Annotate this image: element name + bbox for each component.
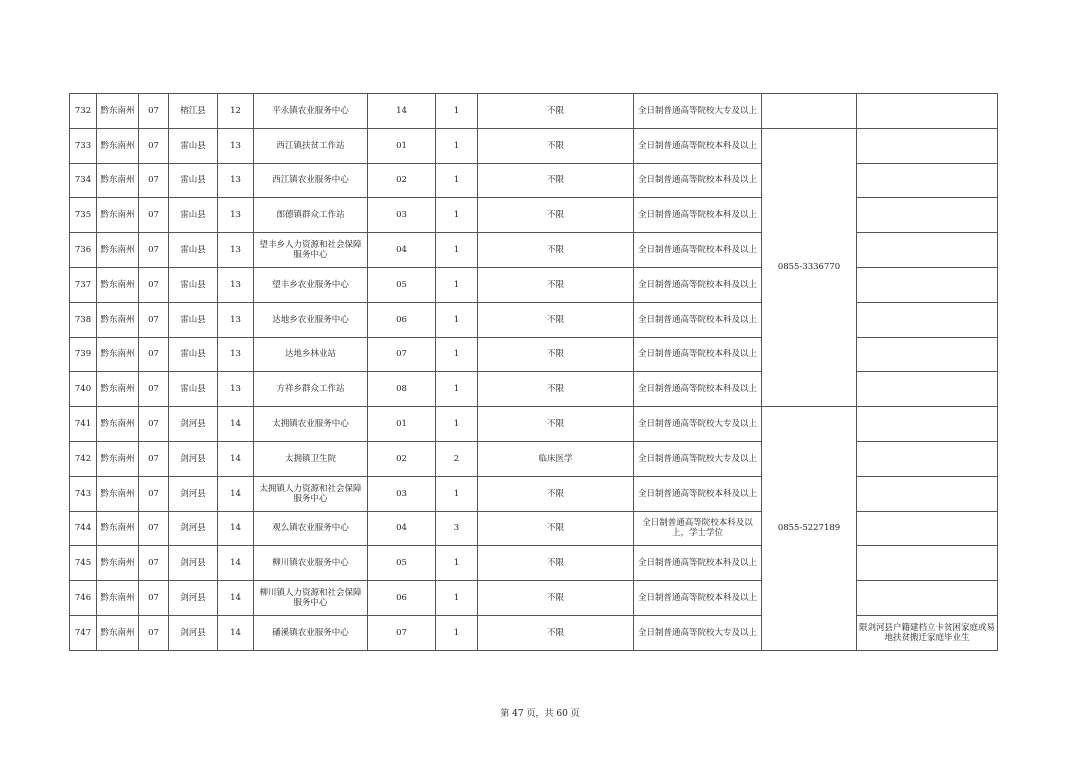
count-cell: 1 <box>436 302 478 337</box>
region-code-cell: 07 <box>139 337 169 372</box>
remark-cell <box>857 546 998 581</box>
count-cell: 1 <box>436 476 478 511</box>
county-cell: 剑河县 <box>169 407 218 442</box>
row-number-cell: 742 <box>70 441 97 476</box>
major-cell: 不限 <box>478 581 634 616</box>
county-cell: 剑河县 <box>169 546 218 581</box>
major-cell: 不限 <box>478 615 634 650</box>
row-number-cell: 738 <box>70 302 97 337</box>
post-code-cell: 03 <box>368 198 436 233</box>
major-cell: 临床医学 <box>478 441 634 476</box>
remark-cell <box>857 337 998 372</box>
count-cell: 1 <box>436 233 478 268</box>
table-row <box>70 302 998 337</box>
unit-cell: 柳川镇人力资源和社会保障服务中心 <box>254 581 368 616</box>
region-code-cell: 07 <box>139 267 169 302</box>
region-cell: 黔东南州 <box>97 615 139 650</box>
unit-cell: 太拥镇卫生院 <box>254 441 368 476</box>
major-cell: 不限 <box>478 267 634 302</box>
major-cell: 不限 <box>478 302 634 337</box>
education-cell: 全日制普通高等院校本科及以上 <box>634 267 762 302</box>
county-code-cell: 13 <box>218 128 254 163</box>
table-row <box>70 546 998 581</box>
region-code-cell: 07 <box>139 94 169 129</box>
region-cell: 黔东南州 <box>97 94 139 129</box>
unit-cell: 望丰乡人力资源和社会保障服务中心 <box>254 233 368 268</box>
region-code-cell: 07 <box>139 581 169 616</box>
remark-cell <box>857 581 998 616</box>
region-code-cell: 07 <box>139 233 169 268</box>
county-code-cell: 12 <box>218 94 254 129</box>
major-cell: 不限 <box>478 546 634 581</box>
count-cell: 2 <box>436 441 478 476</box>
county-cell: 榕江县 <box>169 94 218 129</box>
post-code-cell: 14 <box>368 94 436 129</box>
region-code-cell: 07 <box>139 407 169 442</box>
post-code-cell: 05 <box>368 546 436 581</box>
unit-cell: 西江镇农业服务中心 <box>254 163 368 198</box>
contact-phone-cell <box>762 94 857 129</box>
remark-cell <box>857 233 998 268</box>
region-cell: 黔东南州 <box>97 302 139 337</box>
post-code-cell: 07 <box>368 337 436 372</box>
post-code-cell: 08 <box>368 372 436 407</box>
education-cell: 全日制普通高等院校本科及以上 <box>634 581 762 616</box>
post-code-cell: 01 <box>368 407 436 442</box>
county-code-cell: 14 <box>218 511 254 546</box>
county-cell: 剑河县 <box>169 441 218 476</box>
remark-cell <box>857 476 998 511</box>
row-number-cell: 747 <box>70 615 97 650</box>
county-code-cell: 13 <box>218 233 254 268</box>
region-code-cell: 07 <box>139 198 169 233</box>
row-number-cell: 744 <box>70 511 97 546</box>
row-number-cell: 735 <box>70 198 97 233</box>
region-code-cell: 07 <box>139 546 169 581</box>
county-code-cell: 13 <box>218 372 254 407</box>
region-cell: 黔东南州 <box>97 198 139 233</box>
remark-cell: 限剑河县户籍建档立卡贫困家庭或易地扶贫搬迁家庭毕业生 <box>857 615 998 650</box>
table-row <box>70 233 998 268</box>
region-code-cell: 07 <box>139 615 169 650</box>
region-code-cell: 07 <box>139 476 169 511</box>
count-cell: 1 <box>436 163 478 198</box>
post-code-cell: 05 <box>368 267 436 302</box>
table-row <box>70 198 998 233</box>
county-cell: 剑河县 <box>169 615 218 650</box>
region-cell: 黔东南州 <box>97 476 139 511</box>
remark-cell <box>857 441 998 476</box>
remark-cell <box>857 198 998 233</box>
table-row <box>70 615 998 650</box>
education-cell: 全日制普通高等院校大专及以上 <box>634 441 762 476</box>
county-code-cell: 14 <box>218 407 254 442</box>
county-code-cell: 14 <box>218 615 254 650</box>
education-cell: 全日制普通高等院校本科及以上 <box>634 233 762 268</box>
county-code-cell: 13 <box>218 302 254 337</box>
count-cell: 1 <box>436 337 478 372</box>
row-number-cell: 739 <box>70 337 97 372</box>
table-row <box>70 476 998 511</box>
region-code-cell: 07 <box>139 372 169 407</box>
post-code-cell: 06 <box>368 302 436 337</box>
region-cell: 黔东南州 <box>97 337 139 372</box>
row-number-cell: 736 <box>70 233 97 268</box>
education-cell: 全日制普通高等院校本科及以上 <box>634 476 762 511</box>
major-cell: 不限 <box>478 337 634 372</box>
county-cell: 剑河县 <box>169 476 218 511</box>
row-number-cell: 734 <box>70 163 97 198</box>
row-number-cell: 732 <box>70 94 97 129</box>
education-cell: 全日制普通高等院校本科及以上 <box>634 546 762 581</box>
page-footer: 第 47 页，共 60 页 <box>500 709 580 719</box>
unit-cell: 平永镇农业服务中心 <box>254 94 368 129</box>
major-cell: 不限 <box>478 511 634 546</box>
region-cell: 黔东南州 <box>97 233 139 268</box>
major-cell: 不限 <box>478 233 634 268</box>
unit-cell: 太拥镇农业服务中心 <box>254 407 368 442</box>
unit-cell: 柳川镇农业服务中心 <box>254 546 368 581</box>
remark-cell <box>857 407 998 442</box>
county-code-cell: 13 <box>218 198 254 233</box>
contact-phone-cell: 0855-5227189 <box>762 407 857 651</box>
county-code-cell: 13 <box>218 163 254 198</box>
region-code-cell: 07 <box>139 128 169 163</box>
education-cell: 全日制普通高等院校大专及以上 <box>634 615 762 650</box>
county-cell: 雷山县 <box>169 337 218 372</box>
region-cell: 黔东南州 <box>97 267 139 302</box>
county-cell: 雷山县 <box>169 163 218 198</box>
major-cell: 不限 <box>478 407 634 442</box>
post-code-cell: 04 <box>368 511 436 546</box>
county-code-cell: 14 <box>218 546 254 581</box>
region-cell: 黔东南州 <box>97 372 139 407</box>
table-row <box>70 581 998 616</box>
major-cell: 不限 <box>478 163 634 198</box>
education-cell: 全日制普通高等院校本科及以上 <box>634 198 762 233</box>
post-code-cell: 01 <box>368 128 436 163</box>
county-cell: 剑河县 <box>169 511 218 546</box>
county-cell: 剑河县 <box>169 581 218 616</box>
count-cell: 1 <box>436 615 478 650</box>
county-cell: 雷山县 <box>169 128 218 163</box>
region-cell: 黔东南州 <box>97 511 139 546</box>
post-code-cell: 04 <box>368 233 436 268</box>
county-code-cell: 13 <box>218 267 254 302</box>
region-cell: 黔东南州 <box>97 163 139 198</box>
region-code-cell: 07 <box>139 511 169 546</box>
county-cell: 雷山县 <box>169 302 218 337</box>
county-code-cell: 14 <box>218 476 254 511</box>
count-cell: 1 <box>436 128 478 163</box>
table-row <box>70 94 998 129</box>
unit-cell: 方祥乡群众工作站 <box>254 372 368 407</box>
count-cell: 1 <box>436 407 478 442</box>
education-cell: 全日制普通高等院校大专及以上 <box>634 94 762 129</box>
county-code-cell: 14 <box>218 581 254 616</box>
remark-cell <box>857 94 998 129</box>
count-cell: 1 <box>436 546 478 581</box>
post-code-cell: 02 <box>368 163 436 198</box>
unit-cell: 望丰乡农业服务中心 <box>254 267 368 302</box>
county-cell: 雷山县 <box>169 267 218 302</box>
major-cell: 不限 <box>478 198 634 233</box>
major-cell: 不限 <box>478 476 634 511</box>
job-table <box>69 93 998 651</box>
region-cell: 黔东南州 <box>97 581 139 616</box>
row-number-cell: 737 <box>70 267 97 302</box>
education-cell: 全日制普通高等院校大专及以上 <box>634 407 762 442</box>
table-row <box>70 511 998 546</box>
unit-cell: 西江镇扶贫工作站 <box>254 128 368 163</box>
table-row <box>70 128 998 163</box>
education-cell: 全日制普通高等院校本科及以上 <box>634 302 762 337</box>
unit-cell: 达地乡农业服务中心 <box>254 302 368 337</box>
major-cell: 不限 <box>478 94 634 129</box>
row-number-cell: 741 <box>70 407 97 442</box>
table-row <box>70 407 998 442</box>
unit-cell: 观么镇农业服务中心 <box>254 511 368 546</box>
row-number-cell: 733 <box>70 128 97 163</box>
region-code-cell: 07 <box>139 302 169 337</box>
count-cell: 3 <box>436 511 478 546</box>
count-cell: 1 <box>436 267 478 302</box>
table-row <box>70 337 998 372</box>
post-code-cell: 02 <box>368 441 436 476</box>
remark-cell <box>857 163 998 198</box>
county-cell: 雷山县 <box>169 233 218 268</box>
table-row <box>70 163 998 198</box>
post-code-cell: 07 <box>368 615 436 650</box>
table-row <box>70 441 998 476</box>
table-row <box>70 267 998 302</box>
contact-phone-cell: 0855-3336770 <box>762 128 857 406</box>
unit-cell: 达地乡林业站 <box>254 337 368 372</box>
post-code-cell: 06 <box>368 581 436 616</box>
county-code-cell: 13 <box>218 337 254 372</box>
education-cell: 全日制普通高等院校本科及以上 <box>634 163 762 198</box>
region-cell: 黔东南州 <box>97 128 139 163</box>
unit-cell: 郎德镇群众工作站 <box>254 198 368 233</box>
row-number-cell: 745 <box>70 546 97 581</box>
count-cell: 1 <box>436 581 478 616</box>
major-cell: 不限 <box>478 128 634 163</box>
county-code-cell: 14 <box>218 441 254 476</box>
unit-cell: 太拥镇人力资源和社会保障服务中心 <box>254 476 368 511</box>
region-code-cell: 07 <box>139 441 169 476</box>
remark-cell <box>857 302 998 337</box>
region-cell: 黔东南州 <box>97 441 139 476</box>
county-cell: 雷山县 <box>169 372 218 407</box>
remark-cell <box>857 267 998 302</box>
post-code-cell: 03 <box>368 476 436 511</box>
remark-cell <box>857 511 998 546</box>
remark-cell <box>857 372 998 407</box>
region-code-cell: 07 <box>139 163 169 198</box>
education-cell: 全日制普通高等院校本科及以上 <box>634 372 762 407</box>
region-cell: 黔东南州 <box>97 407 139 442</box>
count-cell: 1 <box>436 198 478 233</box>
education-cell: 全日制普通高等院校本科及以上 <box>634 337 762 372</box>
unit-cell: 磻溪镇农业服务中心 <box>254 615 368 650</box>
county-cell: 雷山县 <box>169 198 218 233</box>
row-number-cell: 743 <box>70 476 97 511</box>
count-cell: 1 <box>436 372 478 407</box>
major-cell: 不限 <box>478 372 634 407</box>
table-row <box>70 372 998 407</box>
row-number-cell: 740 <box>70 372 97 407</box>
row-number-cell: 746 <box>70 581 97 616</box>
education-cell: 全日制普通高等院校本科及以上 <box>634 128 762 163</box>
count-cell: 1 <box>436 94 478 129</box>
remark-cell <box>857 128 998 163</box>
region-cell: 黔东南州 <box>97 546 139 581</box>
education-cell: 全日制普通高等院校本科及以上，学士学位 <box>634 511 762 546</box>
